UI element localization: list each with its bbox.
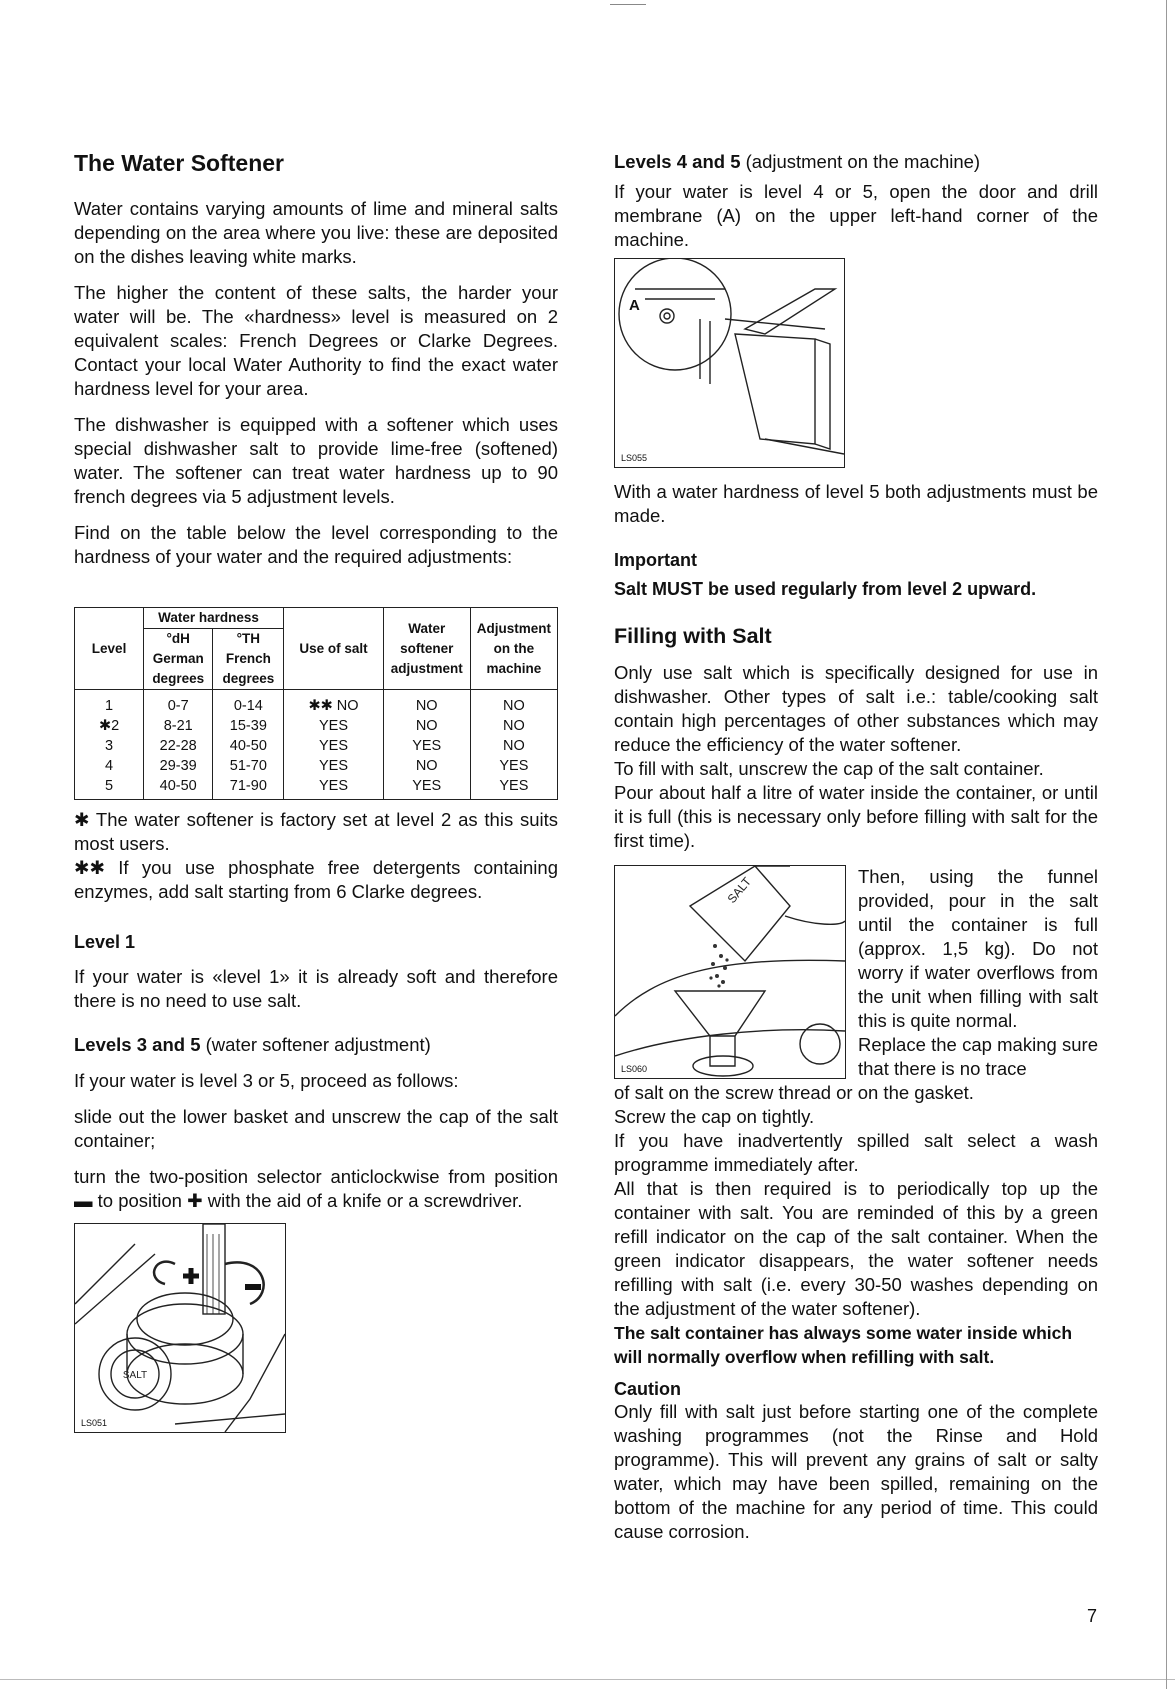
water-hardness-table bbox=[74, 607, 558, 800]
heading-levels-4-5-bold: Levels 4 and 5 bbox=[614, 151, 741, 172]
heading-levels-3-5-suffix: (water softener adjustment) bbox=[200, 1034, 431, 1055]
cell-th: 15-39 bbox=[213, 716, 284, 736]
footnote-phosphate-free: ✱✱ If you use phosphate free detergents containing enzymes, add salt starting from 6 Clarke degrees. bbox=[74, 857, 558, 902]
bottom-scan-line bbox=[0, 1679, 1175, 1680]
label-a: A bbox=[629, 297, 640, 314]
page-number: 7 bbox=[1087, 1606, 1098, 1626]
figure-code: LS051 bbox=[81, 1418, 108, 1428]
cell-machine: NO bbox=[470, 690, 557, 717]
salt-label: SALT bbox=[724, 874, 755, 906]
cell-th: 0-14 bbox=[213, 690, 284, 717]
paragraph: Find on the table below the level corresponding to the hardness of your water and the required adjustments: bbox=[74, 522, 558, 567]
cell-machine: NO bbox=[470, 716, 557, 736]
paragraph: If your water is level 4 or 5, open the door and drill membrane (A) on the upper left-hand corner of the machine. bbox=[614, 181, 1098, 250]
cell-salt: YES bbox=[284, 736, 383, 756]
paragraph: The higher the content of these salts, the harder your water will be. The «hardness» level is measured on 2 equivalent scales: French Degrees or Clarke Degrees. Contact your local Water Authority to find the exact water hardness level for your area. bbox=[74, 282, 558, 399]
funnel-block bbox=[614, 865, 1098, 1081]
paragraph: If your water is level 3 or 5, proceed as follows: bbox=[74, 1070, 459, 1091]
cell-level: 1 bbox=[75, 690, 144, 717]
cell-th: 51-70 bbox=[213, 756, 284, 776]
selector-knob-illustration bbox=[75, 1224, 285, 1432]
important-text: Salt MUST be used regularly from level 2 upward. bbox=[614, 579, 1037, 599]
paragraph: All that is then required is to periodically top up the container with salt. You are reminded of this by a green refill indicator on the cap of the salt container. When the green indicator disappears, the water softener needs refilling with salt (i.e. every 30-50 washes depending on the adjustment of the water softener). bbox=[614, 1178, 1098, 1319]
paragraph: With a water hardness of level 5 both adjustments must be made. bbox=[614, 481, 1098, 526]
figure-funnel bbox=[614, 865, 846, 1079]
paragraph: Screw the cap on tightly. bbox=[614, 1106, 815, 1127]
table-row bbox=[75, 776, 558, 800]
cell-dh: 40-50 bbox=[144, 776, 213, 800]
section-title-water-softener: The Water Softener bbox=[74, 150, 285, 176]
cell-salt: YES bbox=[284, 776, 383, 800]
cell-dh: 8-21 bbox=[144, 716, 213, 736]
cell-salt: YES bbox=[284, 716, 383, 736]
funnel-illustration bbox=[615, 866, 845, 1078]
cell-softener: NO bbox=[383, 756, 470, 776]
heading-levels-3-5-bold: Levels 3 and 5 bbox=[74, 1034, 201, 1055]
cell-dh: 0-7 bbox=[144, 690, 213, 717]
heading-levels-4-5-suffix: (adjustment on the machine) bbox=[740, 151, 981, 172]
cell-th: 71-90 bbox=[213, 776, 284, 800]
paragraph: Only fill with salt just before starting one of the complete washing programmes (not the Rinse and Hold programme). This will prevent any grains of salt or salty water, which may have been spilled, remaining on the bottom of the machine for any period of time. This could cause corrosion. bbox=[614, 1401, 1098, 1542]
section-title-filling-salt: Filling with Salt bbox=[614, 624, 772, 648]
heading-levels-4-5 bbox=[614, 150, 1098, 174]
paragraph: turn the two-position selector anticlockwise from position ▬ to position ✚ with the aid of a knife or a screwdriver. bbox=[74, 1166, 558, 1211]
figure-code: LS055 bbox=[621, 453, 648, 463]
paragraph: Pour about half a litre of water inside the container, or until it is full (this is necessary only before filling with salt for the first time). bbox=[614, 782, 1098, 851]
paragraph: Water contains varying amounts of lime and mineral salts depending on the area where you live: these are deposited on the dishes leaving white marks. bbox=[74, 198, 558, 267]
cell-salt: YES bbox=[284, 756, 383, 776]
footnote-factory-setting: ✱ The water softener is factory set at level 2 as this suits most users. bbox=[74, 809, 558, 854]
cell-th: 40-50 bbox=[213, 736, 284, 756]
paragraph: slide out the lower basket and unscrew the cap of the salt container; bbox=[74, 1106, 558, 1151]
cell-level: 5 bbox=[75, 776, 144, 800]
cell-dh: 22-28 bbox=[144, 736, 213, 756]
heading-level-1: Level 1 bbox=[74, 932, 136, 952]
cell-salt: ✱✱ NO bbox=[284, 690, 383, 717]
heading-caution: Caution bbox=[614, 1379, 681, 1399]
header-adjustment: Adjustment on the machine bbox=[470, 608, 557, 690]
table-row bbox=[75, 736, 558, 756]
paragraph: of salt on the screw thread or on the gasket. bbox=[614, 1082, 974, 1103]
cell-machine: YES bbox=[470, 756, 557, 776]
header-water-hardness: Water hardness bbox=[144, 608, 284, 629]
header-french-degrees: °TH French degrees bbox=[213, 629, 284, 690]
right-column bbox=[614, 150, 1098, 1544]
table-row bbox=[75, 756, 558, 776]
cell-softener: NO bbox=[383, 716, 470, 736]
heading-levels-3-5 bbox=[74, 1033, 558, 1057]
cell-level: 4 bbox=[75, 756, 144, 776]
header-german-degrees: °dH German degrees bbox=[144, 629, 213, 690]
paragraph: Replace the cap making sure that there is no trace bbox=[858, 1034, 1098, 1079]
cell-softener: NO bbox=[383, 690, 470, 717]
paragraph: Then, using the funnel provided, pour in the salt until the container is full (approx. 1,5 kg). Do not worry if water overflows from the unit when filling with salt this is quite normal. bbox=[858, 866, 1098, 1031]
left-column bbox=[74, 150, 558, 1433]
header-water-softener: Water softener adjustment bbox=[383, 608, 470, 690]
top-scan-line bbox=[610, 4, 646, 5]
svg-text:SALT: SALT bbox=[122, 1370, 148, 1381]
header-use-of-salt: Use of salt bbox=[284, 608, 383, 690]
cell-level: ✱2 bbox=[75, 716, 144, 736]
door-membrane-illustration bbox=[615, 259, 844, 467]
table-row bbox=[75, 690, 558, 717]
cell-machine: NO bbox=[470, 736, 557, 756]
paragraph: Only use salt which is specifically designed for use in dishwasher. Other types of salt i.e.: table/cooking salt contain high percentages of other substances which may reduce the efficiency of the water softener. bbox=[614, 662, 1098, 755]
cell-softener: YES bbox=[383, 736, 470, 756]
figure-code: LS060 bbox=[621, 1064, 648, 1074]
figure-door-membrane bbox=[614, 258, 845, 468]
paragraph: If you have inadvertently spilled salt select a wash programme immediately after. bbox=[614, 1130, 1098, 1175]
cell-machine: YES bbox=[470, 776, 557, 800]
right-edge-line bbox=[1166, 0, 1167, 1689]
salt-overflow-warning: The salt container has always some water inside which will normally overflow when refilling with salt. bbox=[614, 1323, 1073, 1367]
figure-selector-knob bbox=[74, 1223, 286, 1433]
header-level: Level bbox=[75, 608, 144, 690]
paragraph: To fill with salt, unscrew the cap of the salt container. bbox=[614, 758, 1044, 779]
cell-level: 3 bbox=[75, 736, 144, 756]
cell-softener: YES bbox=[383, 776, 470, 800]
cell-dh: 29-39 bbox=[144, 756, 213, 776]
paragraph: The dishwasher is equipped with a softener which uses special dishwasher salt to provide lime-free (softened) water. The softener can treat water hardness up to 90 french degrees via 5 adjustment levels. bbox=[74, 414, 558, 507]
heading-important: Important bbox=[614, 550, 697, 570]
paragraph: If your water is «level 1» it is already soft and therefore there is no need to use salt. bbox=[74, 966, 558, 1011]
table-row bbox=[75, 716, 558, 736]
